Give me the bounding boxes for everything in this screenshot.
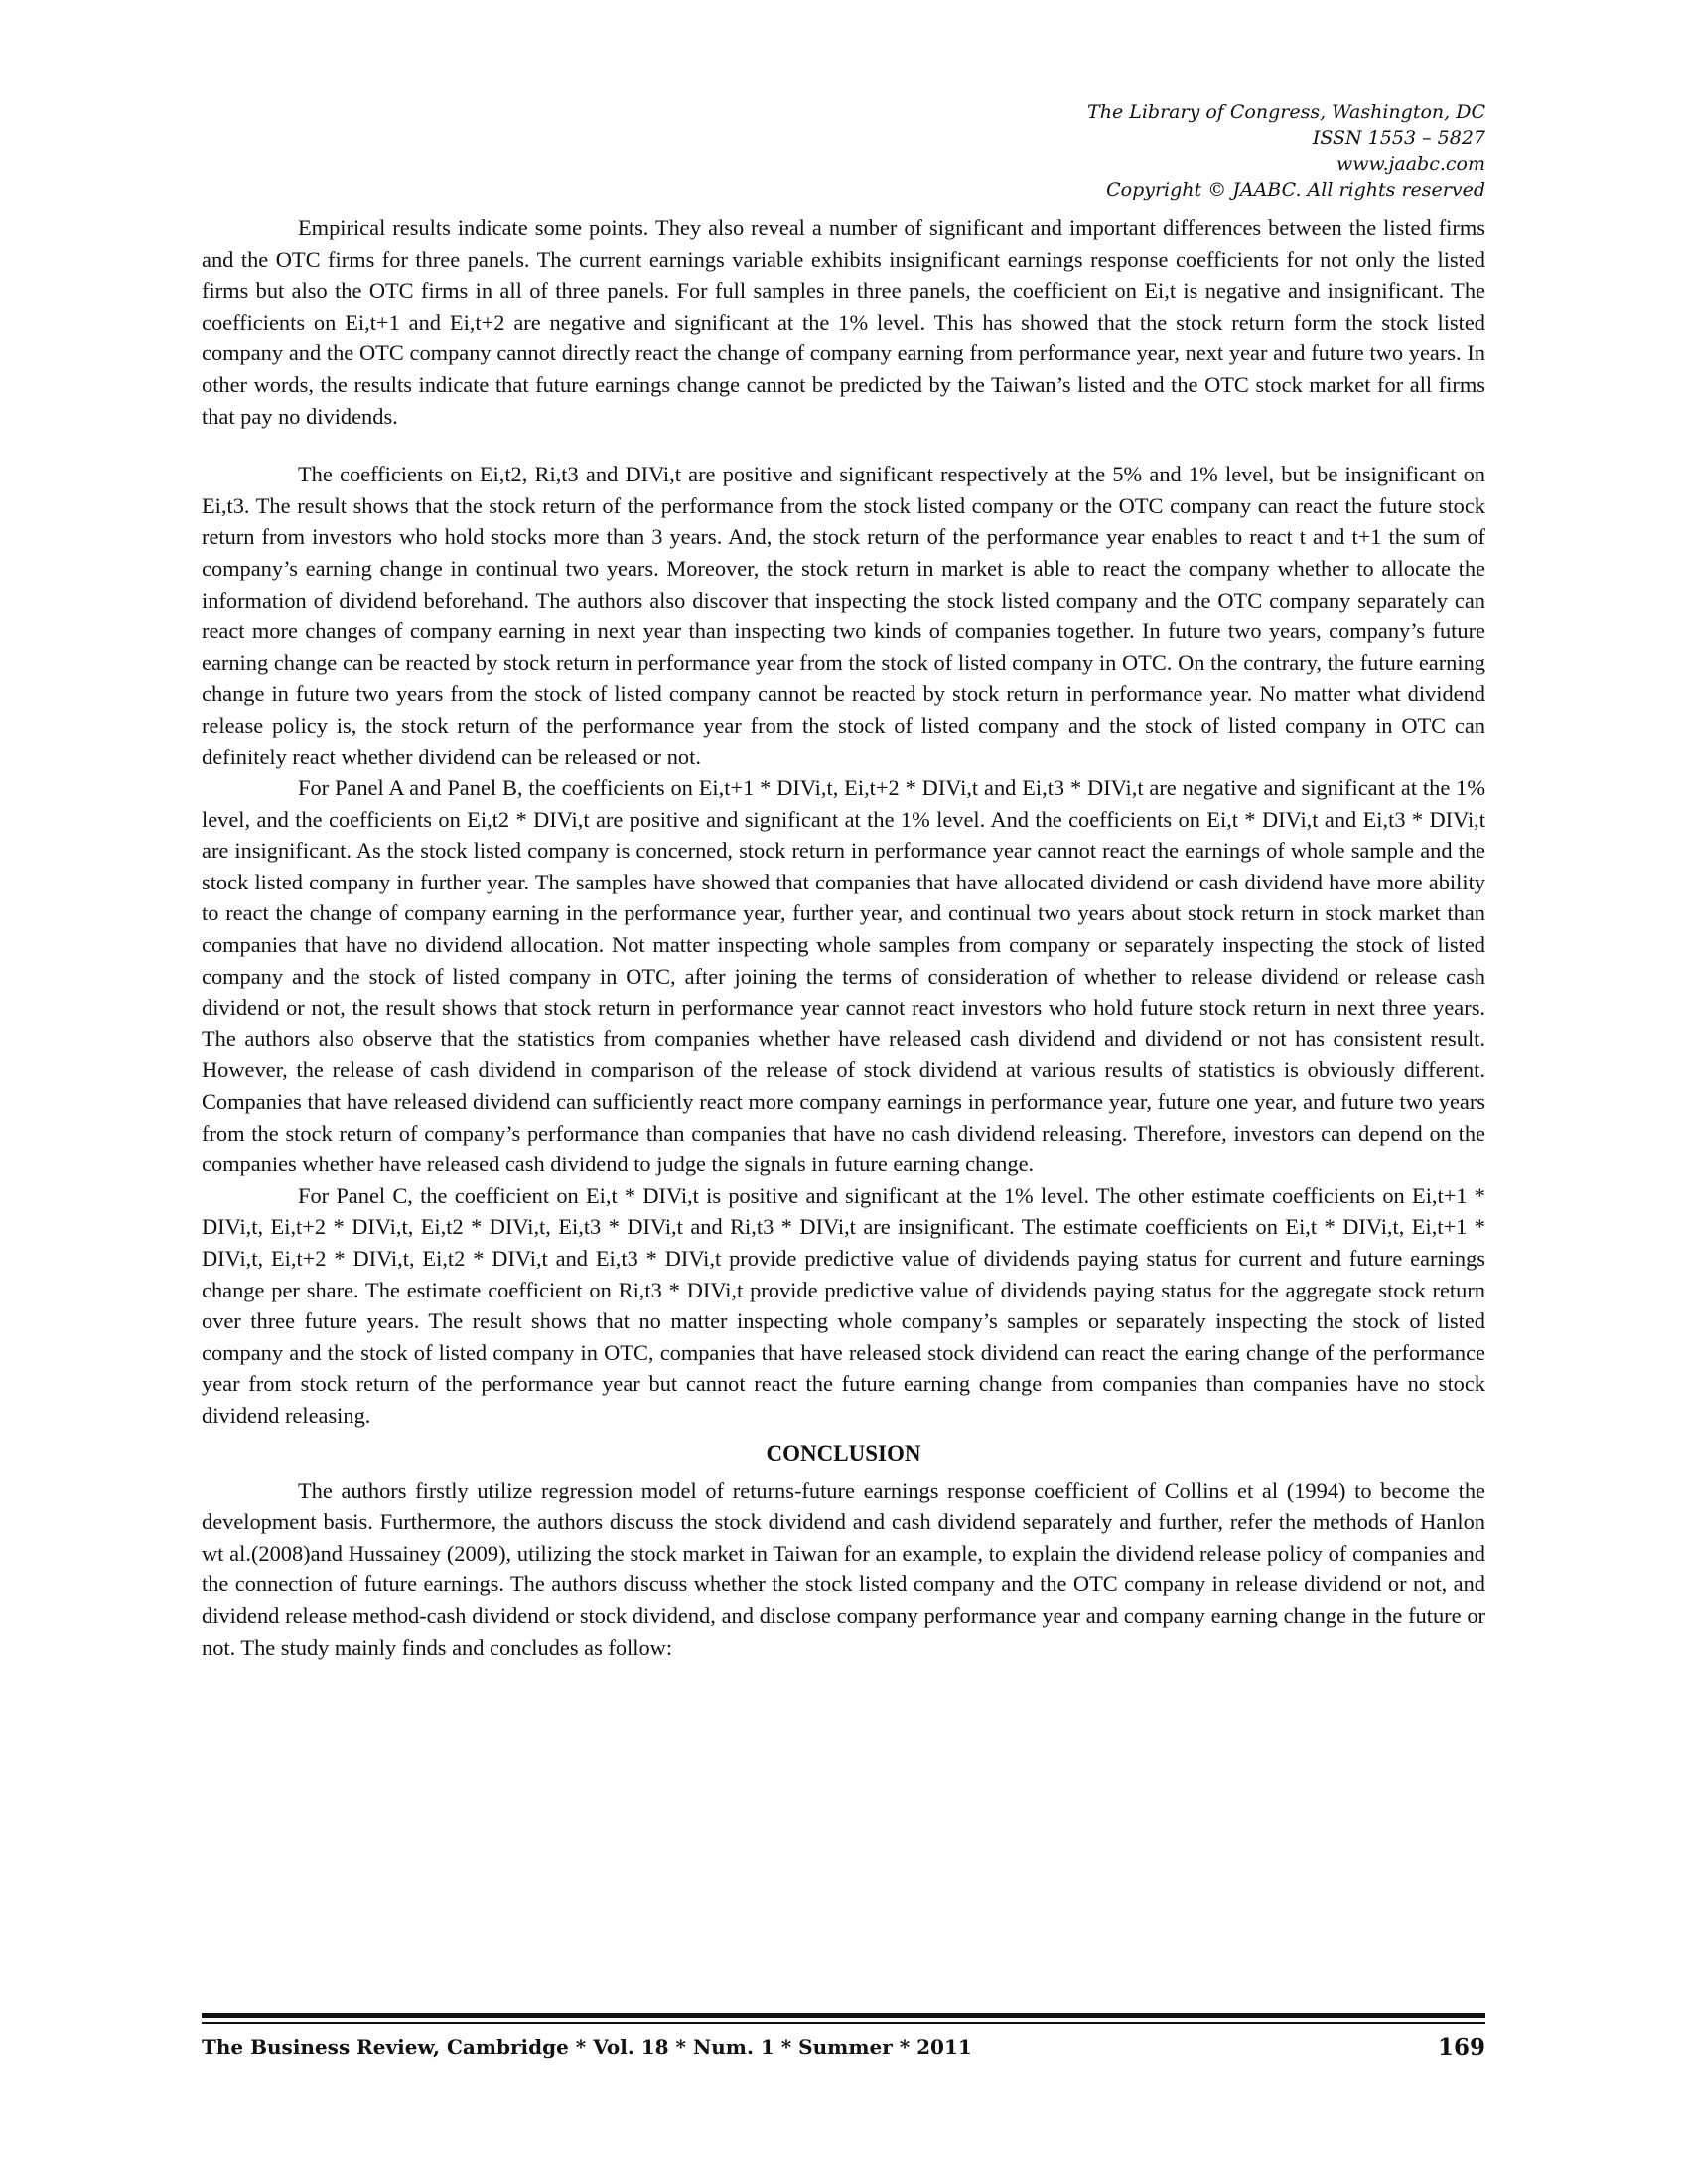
paragraph-coefficients: The coefficients on Ei,t2, Ri,t3 and DIVi,t are positive and significant respectively at the 5% and 1% level, but be insignificant on Ei,t3. The result shows that the stock return of the performance from the stock listed company or the OTC company can react the future stock return from investors who hold stocks more than 3 years. And, the stock return of the performance year enables to react t and t+1 the sum of company’s earning change in continual two years. Moreover, the stock return in market is able to react the company whether to allocate the information of dividend beforehand. The authors also discover that inspecting the stock listed company and the OTC company separately can react more changes of company earning in next year than inspecting two kinds of companies together. In future two years, company’s future earning change can be reacted by stock return in performance year from the stock of listed company in OTC. On the contrary, the future earning change in future two years from the stock of listed company cannot be reacted by stock return in performance year. No matter what dividend release policy is, the stock return of the performance year from the stock of listed company and the stock of listed company in OTC can definitely react whether dividend can be released or not. [202, 462, 1485, 769]
footer-journal: The Business Review, Cambridge * Vol. 18 * Num. 1 * Summer * 2011 [202, 2035, 972, 2059]
header-copyright: Copyright © JAABC. All rights reserved [1106, 179, 1485, 201]
paragraph-empirical-results: Empirical results indicate some points. They also reveal a number of significant and important differences between the listed firms and the OTC firms for three panels. The current earnings variable exhibits insignificant earnings response coefficients for not only the listed firms but also the OTC firms in all of three panels. For full samples in three panels, the coefficient on Ei,t is negative and insignificant. The coefficients on Ei,t+1 and Ei,t+2 are negative and significant at the 1% level. This has showed that the stock return form the stock listed company and the OTC company cannot directly react the change of company earning from performance year, next year and future two years. In other words, the results indicate that future earnings change cannot be predicted by the Taiwan’s listed and the OTC stock market for all firms that pay no dividends. [202, 215, 1485, 429]
footer-rule-thick [202, 2013, 1485, 2018]
header-issn: ISSN 1553 – 5827 [1312, 127, 1485, 149]
header-library: The Library of Congress, Washington, DC [1087, 101, 1485, 123]
footer-rule-thin [202, 2022, 1485, 2024]
running-footer [202, 2030, 1485, 2064]
paragraph-conclusion: The authors firstly utilize regression model of returns-future earnings response coefficient of Collins et al (1994) to become the development basis. Furthermore, the authors discuss the stock dividend and cash dividend separately and further, refer the methods of Hanlon wt al.(2008)and Hussainey (2009), utilizing the stock market in Taiwan for an example, to explain the dividend release policy of companies and the connection of future earnings. The authors discuss whether the stock listed company and the OTC company in release dividend or not, and dividend release method-cash dividend or stock dividend, and disclose company performance year and company earning change in the future or not. The study mainly finds and concludes as follow: [202, 1477, 1485, 1660]
paragraph-panel-c: For Panel C, the coefficient on Ei,t * DIVi,t is positive and significant at the 1% level. The other estimate coefficients on Ei,t+1 * DIVi,t, Ei,t+2 * DIVi,t, Ei,t2 * DIVi,t, Ei,t3 * DIVi,t and Ri,t3 * DIVi,t are insignificant. The estimate coefficients on Ei,t * DIVi,t, Ei,t+1 * DIVi,t, Ei,t+2 * DIVi,t, Ei,t2 * DIVi,t and Ei,t3 * DIVi,t provide predictive value of dividends paying status for current and future earnings change per share. The estimate coefficient on Ri,t3 * DIVi,t provide predictive value of dividends paying status for the aggregate stock return over three future years. The result shows that no matter inspecting whole company’s samples or separately inspecting the stock of listed company and the stock of listed company in OTC, companies that have released stock dividend can react the earing change of the performance year from stock return of the performance year but cannot react the future earning change from companies than companies have no stock dividend releasing. [202, 1182, 1485, 1428]
paragraph-gap [202, 432, 1485, 459]
running-header [790, 99, 1485, 203]
paragraph-panel-a-b: For Panel A and Panel B, the coefficients on Ei,t+1 * DIVi,t, Ei,t+2 * DIVi,t and Ei,t3 * DIVi,t are negative and significant at the 1% level, and the coefficients on Ei,t2 * DIVi,t are positive and significant at the 1% level. And the coefficients on Ei,t * DIVi,t and Ei,t3 * DIVi,t are insignificant. As the stock listed company is concerned, stock return in performance year cannot react the earnings of whole sample and the stock listed company in further year. The samples have showed that companies that have allocated dividend or cash dividend have more ability to react the change of company earning in the performance year, further year, and continual two years about stock return in stock market than companies that have no dividend allocation. Not matter inspecting whole samples from company or separately inspecting the stock of listed company and the stock of listed company in OTC, after joining the terms of consideration of whether to release dividend or release cash dividend or not, the result shows that stock return in performance year cannot react investors who hold future stock return in next three years. The authors also observe that the statistics from companies whether have released cash dividend and dividend or not has consistent result. However, the release of cash dividend in comparison of the release of stock dividend at various results of statistics is obviously different. Companies that have released dividend can sufficiently react more company earnings in performance year, future one year, and future two years from the stock return of company’s performance than companies that have no cash dividend releasing. Therefore, investors can depend on the companies whether have released cash dividend to judge the signals in future earning change. [202, 775, 1485, 1177]
main-body [202, 212, 1485, 1663]
header-website: www.jaabc.com [1336, 153, 1485, 175]
page-number: 169 [1437, 2033, 1485, 2061]
section-heading-conclusion: CONCLUSION [766, 1440, 921, 1466]
